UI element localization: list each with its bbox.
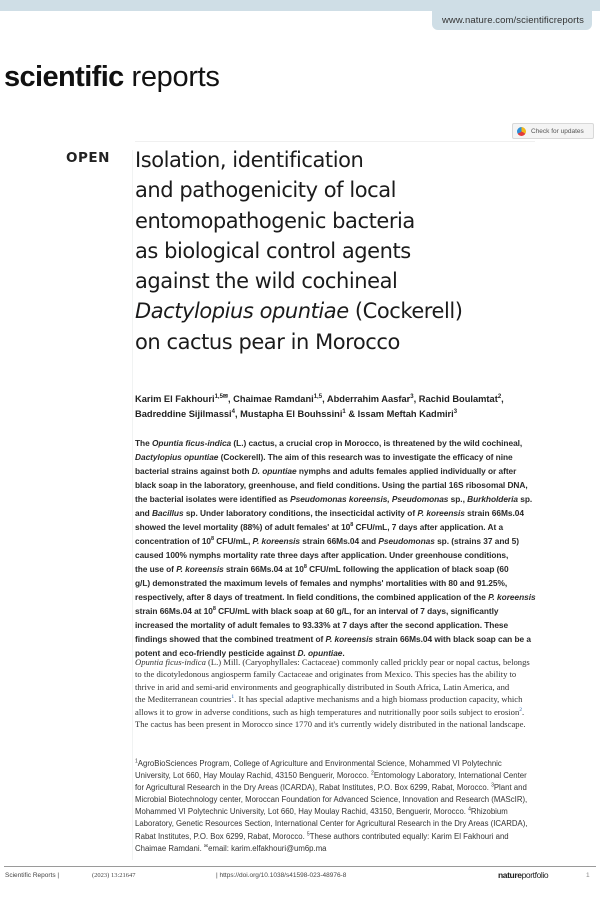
intro-line: thrive in arid and semi-arid environments and geographically distributed in South Africa, Latin America, and bbox=[135, 681, 510, 692]
citation-link[interactable]: 1 bbox=[231, 694, 235, 701]
author-name[interactable]: Abderrahim Aasfar bbox=[326, 394, 411, 404]
abstract-line: and Bacillus sp. Under laboratory conditions, the insecticidal activity of P. koreensis strain 66Ms.04 bbox=[135, 508, 524, 518]
article-title bbox=[135, 145, 595, 357]
title-line: entomopathogenic bacteria bbox=[135, 208, 415, 233]
species-name: Dactylopius opuntiae bbox=[135, 299, 349, 324]
journal-logo-bold: scientific bbox=[4, 61, 124, 93]
author-affiliation: 3 bbox=[410, 393, 414, 400]
abstract-line: caused 100% nymphs mortality rate three days after application. Under greenhouse conditions, bbox=[135, 550, 509, 560]
author-affiliation: 1,5✉ bbox=[214, 393, 228, 400]
author-name[interactable]: Badreddine Sijilmassi bbox=[135, 409, 232, 419]
abstract-line: respectively, after 8 days of treatment. In field conditions, the combined application of the P. koreensis bbox=[135, 592, 536, 602]
author-list: Karim El Fakhouri$^{1,5✉}$, Chaimae Ramdani$^{1,5}$, Abderrahim Aasfar$^3$, Rachid Boulamtat$^2$, Badreddine Sijilmassi$^4$, Mustapha El Bouhssini$^1$ & Issam Meftah Kadmiri$^3$ bbox=[135, 393, 504, 419]
abstract-line: strain 66Ms.04 at $10^8$ CFU/mL with black soap at 60 g/L, for an interval of 7 days, significantly bbox=[135, 606, 499, 616]
affiliation-line: Rabat Institutes, P.O. Box 6299, Rabat, Morocco. $^5$These authors contributed equally: Karim El Fakhouri and bbox=[135, 830, 509, 841]
author-name[interactable]: Mustapha El Bouhssini bbox=[240, 409, 343, 419]
check-updates-label: Check for updates bbox=[531, 127, 584, 135]
title-line bbox=[135, 296, 595, 326]
title-line: as biological control agents bbox=[135, 238, 411, 263]
intro-line: Opuntia ficus-indica (L.) Mill. (Caryophyllales: Cactaceae) commonly called prickly pear or nopal cactus, belongs bbox=[135, 657, 530, 667]
affiliations bbox=[135, 758, 593, 855]
author-name[interactable]: Karim El Fakhouri bbox=[135, 394, 215, 404]
introduction-paragraph bbox=[135, 656, 593, 730]
author-affiliation: 3 bbox=[453, 408, 458, 415]
abstract-line: black soap in the laboratory, greenhouse, and field conditions. Using the partial 16S ribosomal DNA, bbox=[135, 480, 528, 490]
intro-line: to the dicotyledonous angiosperm family Cactaceae and originates from Mexico. This species has the ability to bbox=[135, 669, 517, 680]
abstract-line: bacterial strains against both D. opuntiae nymphs and adults females applied individually or after bbox=[135, 466, 517, 476]
title-line: and pathogenicity of local bbox=[135, 178, 397, 203]
check-for-updates-button[interactable] bbox=[512, 123, 594, 139]
affiliation-line: for Agricultural Research in the Dry Areas (ICARDA), Rabat Institutes, P.O. Box 6299, Rabat, Morocco. $^3$Plant and bbox=[135, 782, 527, 793]
abstract-line: the use of P. koreensis strain 66Ms.04 at $10^8$ CFU/mL following the application of black soap (60 bbox=[135, 564, 509, 574]
author-affiliation: 4 bbox=[231, 408, 235, 415]
divider bbox=[135, 141, 535, 142]
header-band bbox=[0, 0, 600, 11]
title-line: Isolation, identification bbox=[135, 148, 364, 172]
affiliation-line: University, Lot 660, Hay Moulay Rachid, 43150 Benguerir, Morocco. $^2$Entomology Laboratory, International Center bbox=[135, 770, 527, 781]
journal-logo-light: reports bbox=[123, 61, 220, 93]
intro-line: The cactus has been present in Morocco since 1770 and it's currently widely distributed in the national landscape. bbox=[135, 719, 526, 730]
affiliation-line: Laboratory, Genetic Resources Section, International Center for Agricultural Research in the Dry Areas (ICARDA), bbox=[135, 819, 528, 829]
intro-line: allows it to grow in adverse conditions, such as high temperatures and nutritionally poor soils subject to erosion$^2$. bbox=[135, 706, 525, 717]
abstract-line: increased the mortality of adult females to 93.33% at 7 days after the second application. These bbox=[135, 620, 509, 630]
crossmark-icon bbox=[517, 127, 526, 136]
page-footer bbox=[0, 869, 600, 885]
title-fragment: (Cockerell) bbox=[348, 299, 463, 324]
author-name[interactable]: Rachid Boulamtat bbox=[418, 394, 498, 404]
intro-line: the Mediterranean countries$^1$. It has special adaptive mechanisms and a high biomass production capacity, which bbox=[135, 694, 523, 705]
affiliation-line: Chaimae Ramdani. ✉email: karim.elfakhouri@um6p.ma bbox=[135, 843, 327, 853]
author-name[interactable]: Chaimae Ramdani bbox=[233, 394, 314, 404]
affiliation-line: $^1$AgroBioSciences Program, College of Agriculture and Environmental Science, Mohammed VI Polytechnic bbox=[135, 758, 502, 768]
abstract-line: The Opuntia ficus-indica (L.) cactus, a crucial crop in Morocco, is threatened by the wild cochineal, bbox=[135, 438, 523, 448]
citation-link[interactable]: 2 bbox=[519, 706, 523, 713]
author-affiliation: 2 bbox=[497, 393, 502, 400]
author-name[interactable]: Issam Meftah Kadmiri bbox=[357, 409, 454, 419]
abstract-line: concentration of $10^8$ CFU/mL, P. koreensis strain 66Ms.04 and Pseudomonas sp. (strains 37 and 5) bbox=[135, 536, 519, 546]
abstract-line: showed the level mortality (88%) of adult females' at $10^8$ CFU/mL, 7 days after application. At a bbox=[135, 522, 504, 532]
email-link[interactable]: email: karim.elfakhouri@um6p.ma bbox=[208, 843, 327, 853]
footer-journal: Scientific Reports | bbox=[5, 872, 60, 879]
abstract-line: g/L) demonstrated the maximum levels of females and nymphs' mortalities with 80 and 91.25%, bbox=[135, 578, 508, 588]
open-access-label: OPEN bbox=[66, 150, 110, 166]
abstract-line: Dactylopius opuntiae (Cockerell). The aim of this research was to investigate the efficacy of nine bbox=[135, 452, 513, 462]
author-affiliation: 1 bbox=[342, 408, 346, 415]
nature-portfolio-logo: natureportfolio bbox=[498, 870, 549, 880]
journal-url[interactable]: www.nature.com/scientificreports bbox=[432, 11, 592, 30]
affiliation-line: Mohammed VI Polytechnic University, Lot 660, Hay Moulay Rachid, 43150, Benguerir, Morocco. $^4$Rhizobium bbox=[135, 806, 508, 817]
abstract-line: potent and eco-friendly pesticide against D. opuntiae. bbox=[135, 648, 345, 658]
author-affiliation: 1,5 bbox=[313, 393, 323, 400]
title-line: against the wild cochineal bbox=[135, 269, 398, 294]
affiliation-line: Microbial Biotechnology center, Moroccan Foundation for Advanced Science, Innovation and Research (MAScIR), bbox=[135, 795, 528, 805]
page-number: 1 bbox=[586, 872, 590, 879]
column-divider bbox=[132, 150, 133, 860]
title-line: on cactus pear in Morocco bbox=[135, 329, 400, 354]
abstract bbox=[135, 436, 593, 660]
doi-link[interactable]: | https://doi.org/10.1038/s41598-023-48976-8 bbox=[216, 872, 347, 879]
footer-divider bbox=[4, 866, 596, 867]
footer-volume: (2023) 13:21647 bbox=[92, 872, 136, 879]
journal-logo[interactable] bbox=[4, 62, 220, 92]
abstract-line: findings showed that the combined treatment of P. koreensis strain 66Ms.04 with black soap can be a bbox=[135, 634, 531, 644]
abstract-line: the bacterial isolates were identified as Pseudomonas koreensis, Pseudomonas sp., Burkholderia sp. bbox=[135, 494, 533, 504]
